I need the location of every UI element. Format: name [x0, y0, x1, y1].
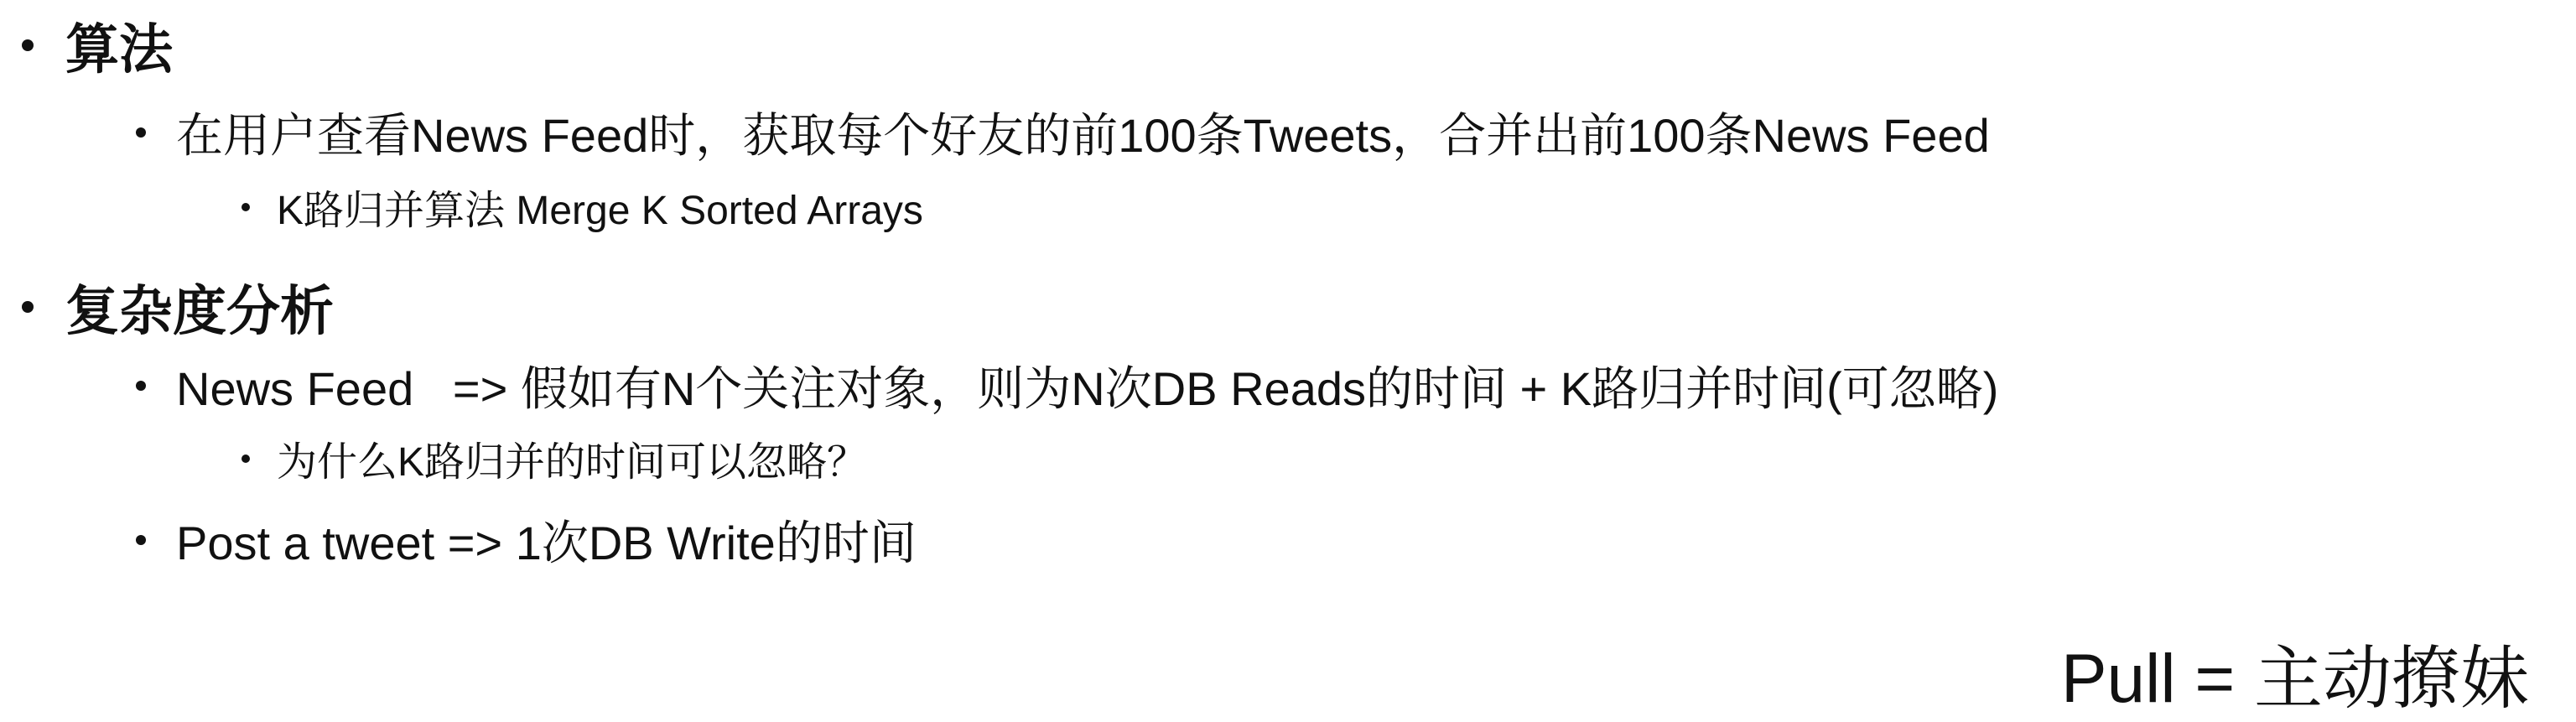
caption: Pull = 主动撩妹 [2060, 641, 2529, 717]
list-item [136, 506, 917, 574]
bullet [136, 535, 146, 545]
bullet [22, 39, 34, 51]
sub-list-item-text: K路归并算法 Merge K Sorted Arrays [277, 189, 923, 233]
sub-list-item-text: 为什么K路归并的时间可以忽略？ [277, 440, 868, 485]
bullet [242, 454, 250, 463]
bullet [136, 381, 146, 391]
section-heading-text: 算法 [65, 19, 173, 80]
list-item [136, 352, 1998, 419]
section-heading-complexity [22, 268, 334, 345]
bullet [22, 301, 34, 313]
bullet [242, 203, 250, 211]
list-item [136, 99, 1990, 166]
section-heading-text: 复杂度分析 [65, 281, 334, 341]
sub-list-item [242, 178, 923, 236]
list-item-text: News Feed => 假如有N个关注对象，则为N次DB Reads的时间 + K路归并时间(可忽略) [176, 362, 1999, 415]
section-heading-algorithm [22, 7, 173, 84]
sub-list-item [242, 429, 867, 487]
list-item-text: Post a tweet => 1次DB Write的时间 [176, 517, 917, 569]
list-item-text: 在用户查看News Feed时，获取每个好友的前100条Tweets，合并出前100条News Feed [176, 109, 1990, 162]
bullet [136, 127, 146, 138]
